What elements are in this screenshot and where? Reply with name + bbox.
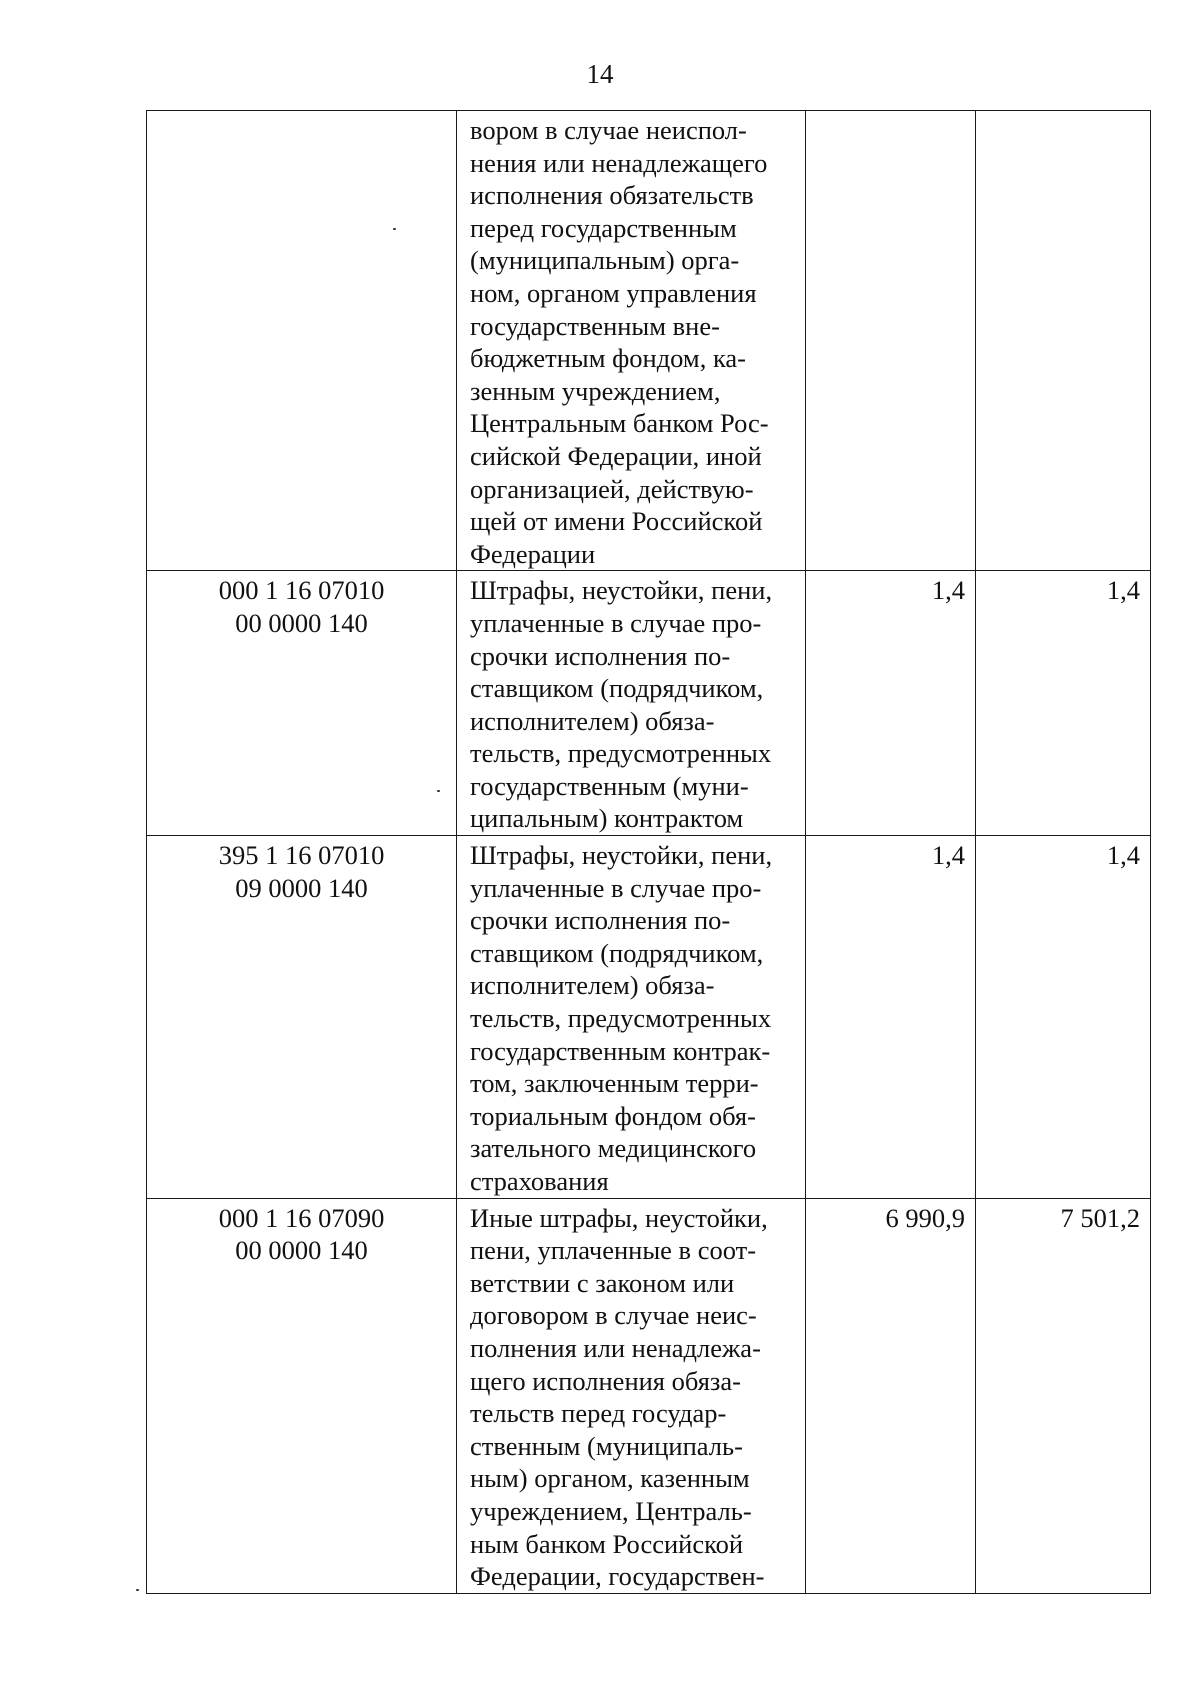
- table-body: [147, 111, 1151, 1594]
- description-line: Штрафы, неустойки, пени,: [470, 575, 773, 606]
- amount-cell-year-2: 7 501,2: [976, 1198, 1151, 1593]
- description-line: бюджетным фондом, ка-: [470, 343, 747, 374]
- amount-cell-year-1: 1,4: [806, 571, 976, 836]
- table-row: [147, 571, 1151, 836]
- description-line: ставщиком (подрядчиком,: [470, 673, 764, 704]
- amount-cell-year-2: 1,4: [976, 836, 1151, 1199]
- budget-code-line: 000 1 16 07010: [218, 575, 385, 606]
- description-line: Штрафы, неустойки, пени,: [470, 840, 773, 871]
- description-line: ториальным фондом обя-: [470, 1100, 756, 1131]
- description-line: ном, органом управления: [470, 277, 757, 308]
- budget-code-cell: [147, 111, 457, 571]
- description-line: уплаченные в случае про-: [470, 872, 762, 903]
- description-line: государственным вне-: [470, 310, 720, 341]
- description-line: Иные штрафы, неустойки,: [470, 1202, 768, 1233]
- description-line: учреждением, Централь-: [470, 1495, 752, 1526]
- description-line: нения или ненадлежащего: [470, 147, 768, 178]
- description-line: вором в случае неиспол-: [470, 115, 747, 145]
- description-line: Федерации: [470, 538, 596, 569]
- description-line: уплаченные в случае про-: [470, 607, 762, 638]
- description-line: договором в случае неис-: [470, 1300, 757, 1331]
- description-line: исполнителем) обяза-: [470, 970, 715, 1001]
- description-line: срочки исполнения по-: [470, 905, 731, 936]
- budget-code-line: 395 1 16 07010: [218, 840, 385, 871]
- description-line: ственным (муниципаль-: [470, 1430, 743, 1461]
- description-line: щего исполнения обяза-: [470, 1365, 741, 1396]
- description-line: том, заключенным терри-: [470, 1068, 759, 1099]
- scan-speck: [437, 790, 440, 792]
- description-line: ным банком Российской: [470, 1528, 744, 1559]
- description-line: ным) органом, казенным: [470, 1463, 750, 1494]
- description-line: перед государственным: [470, 212, 737, 243]
- budget-code-line: 000 1 16 07090: [218, 1202, 385, 1233]
- budget-code-line: 00 0000 140: [235, 607, 368, 638]
- description-line: тельств перед государ-: [470, 1398, 727, 1429]
- scan-speck: [136, 1589, 139, 1591]
- description-cell: [457, 571, 806, 836]
- budget-code-cell: [147, 571, 457, 836]
- description-line: ципальным) контрактом: [470, 803, 744, 834]
- amount-cell-year-1: 6 990,9: [806, 1198, 976, 1593]
- budget-code-cell: [147, 1198, 457, 1593]
- description-line: тельств, предусмотренных: [470, 1003, 772, 1034]
- description-line: страхования: [470, 1166, 609, 1196]
- description-line: пени, уплаченные в соот-: [470, 1235, 757, 1266]
- table-row: [147, 836, 1151, 1199]
- description-line: ветствии с законом или: [470, 1267, 735, 1298]
- amount-cell-year-1: [806, 111, 976, 571]
- budget-table: [146, 110, 1151, 1594]
- description-cell: [457, 111, 806, 571]
- description-line: тельств, предусмотренных: [470, 738, 772, 769]
- description-line: полнения или ненадлежа-: [470, 1332, 761, 1363]
- description-line: щей от имени Российской: [470, 506, 763, 537]
- table-row: [147, 1198, 1151, 1593]
- table-row: [147, 111, 1151, 571]
- description-line: (муниципальным) орга-: [470, 245, 740, 276]
- scan-speck: [393, 228, 396, 230]
- budget-code-line: 09 0000 140: [235, 872, 368, 903]
- description-line: исполнителем) обяза-: [470, 705, 715, 736]
- budget-code-line: 00 0000 140: [235, 1235, 368, 1266]
- page-number: 14: [586, 59, 614, 89]
- amount-cell-year-2: 1,4: [976, 571, 1151, 836]
- description-line: зенным учреждением,: [470, 375, 721, 406]
- description-cell: [457, 1198, 806, 1593]
- amount-cell-year-2: [976, 111, 1151, 571]
- description-line: исполнения обязательств: [470, 180, 754, 211]
- description-line: срочки исполнения по-: [470, 640, 731, 671]
- description-line: государственным контрак-: [470, 1035, 771, 1066]
- description-cell: [457, 836, 806, 1199]
- description-line: зательного медицинского: [470, 1133, 757, 1164]
- description-line: государственным (муни-: [470, 770, 749, 801]
- description-line: ставщиком (подрядчиком,: [470, 937, 764, 968]
- description-line: организацией, действую-: [470, 473, 754, 504]
- description-line: Центральным банком Рос-: [470, 408, 769, 439]
- description-line: Федерации, государствен-: [470, 1561, 765, 1592]
- amount-cell-year-1: 1,4: [806, 836, 976, 1199]
- budget-code-cell: [147, 836, 457, 1199]
- description-line: сийской Федерации, иной: [470, 440, 762, 471]
